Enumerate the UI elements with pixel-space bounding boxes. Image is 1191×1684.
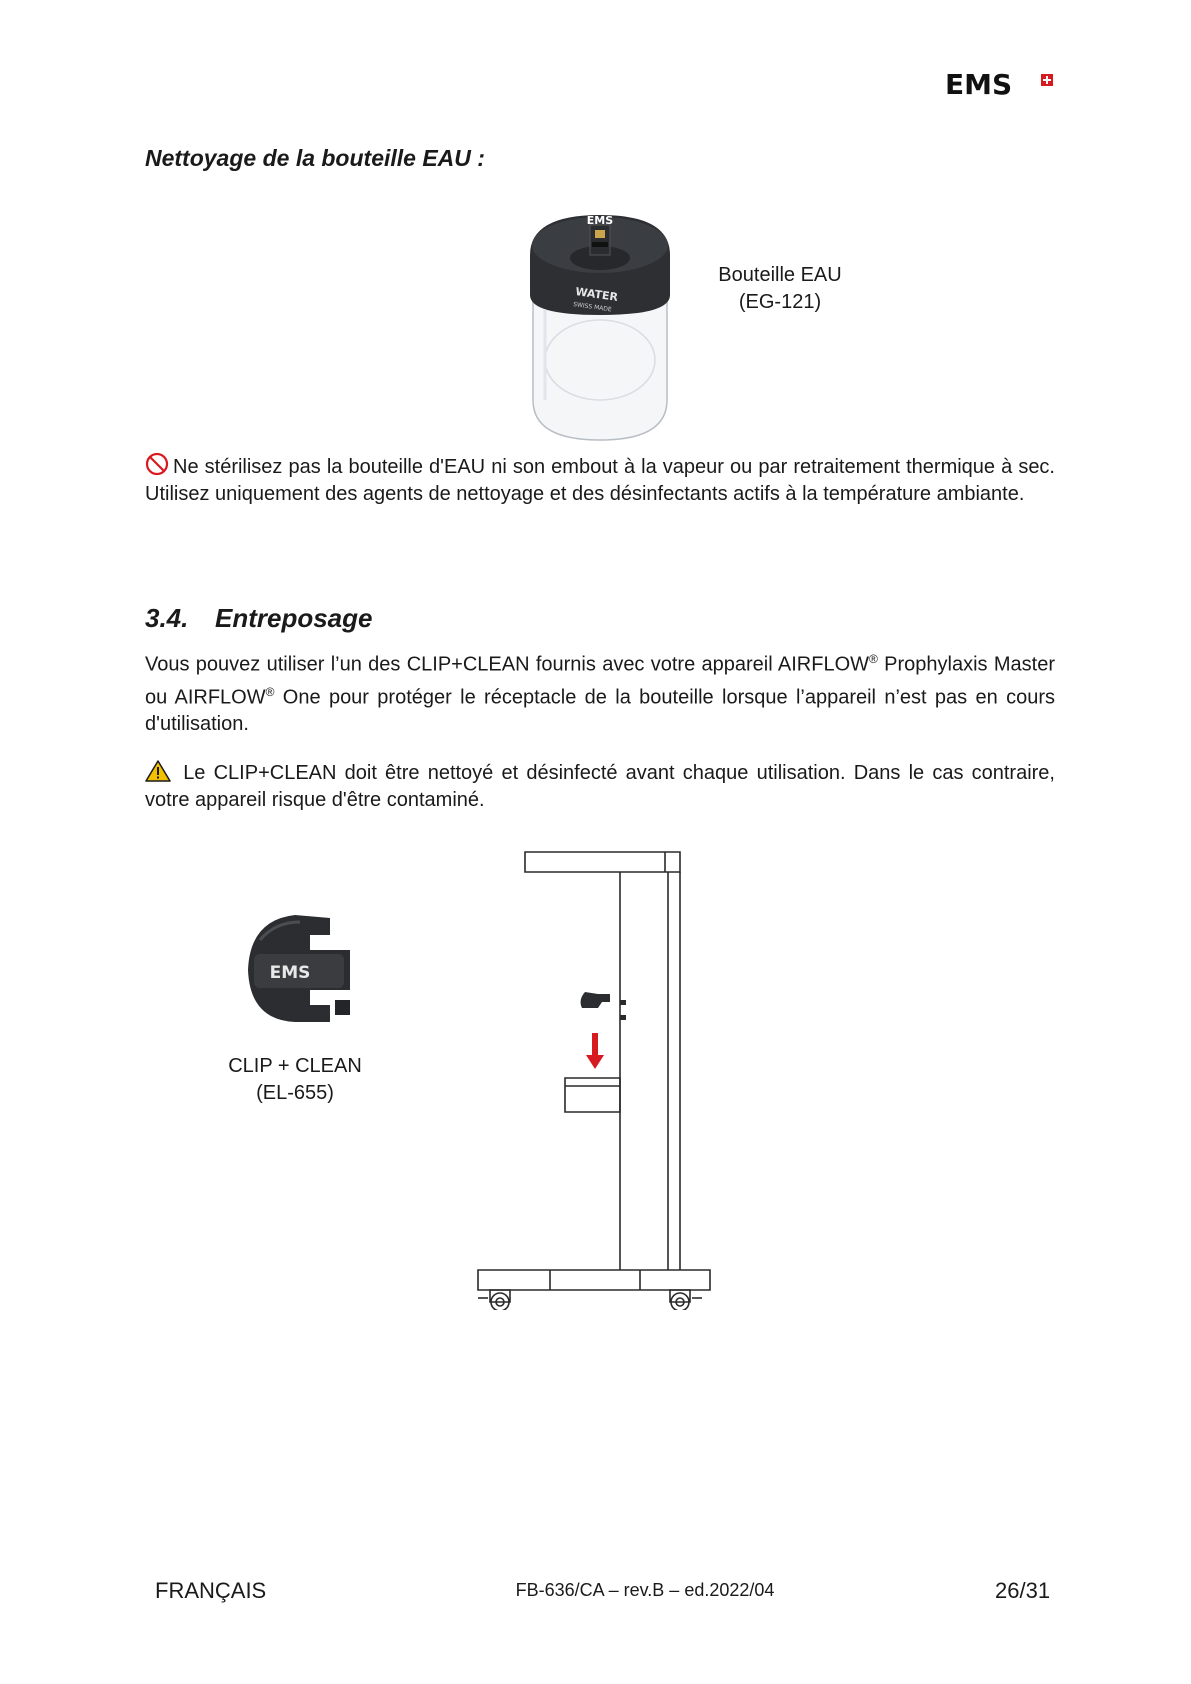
logo-text: EMS xyxy=(945,68,1013,101)
bottle-caption xyxy=(700,262,860,316)
warning-triangle-icon xyxy=(145,760,171,782)
clip-clean-image xyxy=(240,910,360,1030)
ems-logo xyxy=(945,70,1055,100)
section-title: Nettoyage de la bouteille EAU : xyxy=(145,145,485,171)
bottle-cap-logo: EMS xyxy=(586,214,614,227)
contamination-warning xyxy=(145,760,1055,814)
storage-text-3: One pour protéger le réceptacle de la bouteille lorsque l’appareil n’est pas en cours d'utilisation. xyxy=(145,686,1056,736)
bottle-label-swiss: SWISS MADE xyxy=(572,301,613,314)
storage-text-1: Vous pouvez utiliser l’un des CLIP+CLEAN fournis avec votre appareil AIRFLOW xyxy=(145,653,870,676)
sterilization-warning-text: Ne stérilisez pas la bouteille d'EAU ni son embout à la vapeur ou par retraitement thermique à sec. Utilisez uniquement des agents de nettoyage et des désinfectants actifs à la température ambiante. xyxy=(145,456,1055,505)
footer-page-number: 26/31 xyxy=(995,1578,1051,1603)
footer-language: FRANÇAIS xyxy=(155,1578,267,1603)
registered-mark: ® xyxy=(265,684,275,699)
cart-line-drawing xyxy=(470,850,730,1310)
clip-logo: EMS xyxy=(269,963,311,983)
red-arrow-head xyxy=(586,1055,604,1069)
water-bottle-image xyxy=(525,200,675,445)
clip-caption-ref: (EL-655) xyxy=(256,1082,334,1104)
bottle-label-water: WATER xyxy=(574,285,619,304)
clip-caption-name: CLIP + CLEAN xyxy=(228,1055,362,1077)
section-heading-title: Entreposage xyxy=(215,603,373,633)
swiss-cross-icon xyxy=(1041,74,1053,86)
bottle-caption-name: Bouteille EAU xyxy=(718,264,842,286)
prohibition-icon xyxy=(145,452,169,476)
sterilization-warning xyxy=(145,452,1055,508)
section-heading xyxy=(145,603,373,634)
clip-caption xyxy=(200,1053,390,1107)
registered-mark: ® xyxy=(869,652,878,666)
contamination-warning-text: Le CLIP+CLEAN doit être nettoyé et désinfecté avant chaque utilisation. Dans le cas contraire, votre appareil risque d'être contaminé. xyxy=(145,762,1055,811)
bottle-caption-ref: (EG-121) xyxy=(738,291,822,313)
storage-paragraph xyxy=(145,646,1055,738)
footer-doc-ref: FB-636/CA – rev.B – ed.2022/04 xyxy=(515,1580,775,1600)
section-number: 3.4. xyxy=(145,603,189,633)
storage-text-2: Prophylaxis Master ou AIRFLOW xyxy=(145,653,1055,709)
